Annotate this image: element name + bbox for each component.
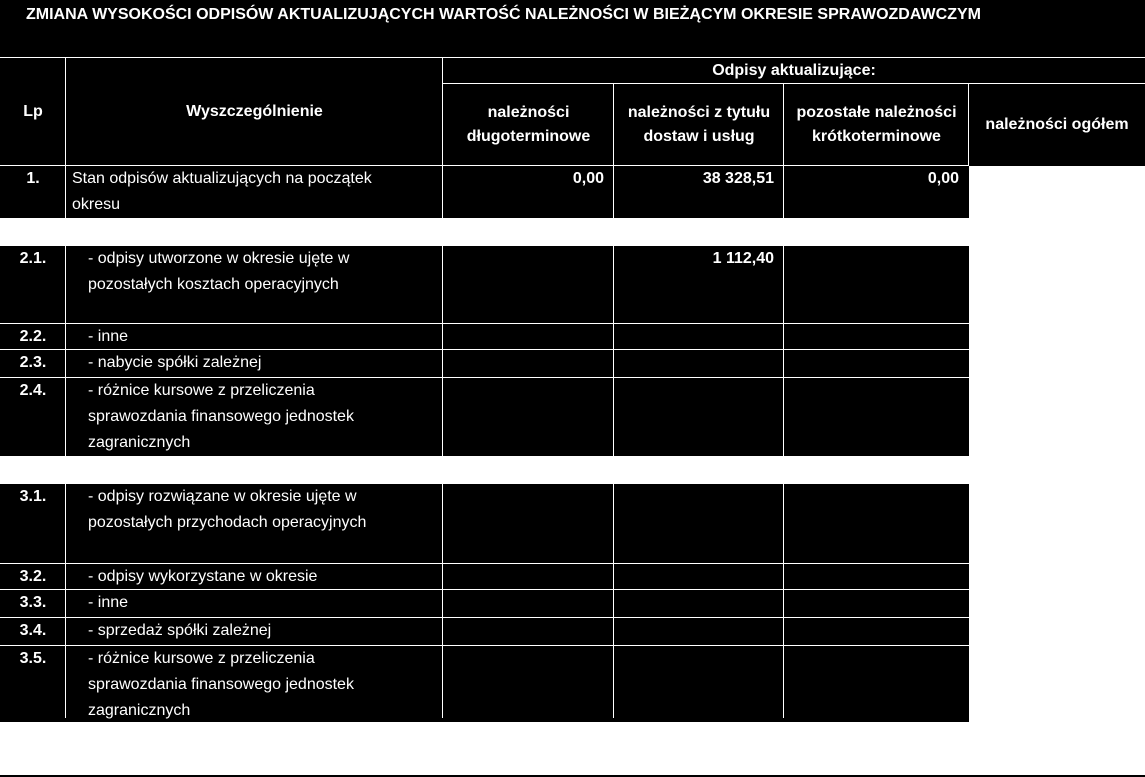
grid-line [613, 84, 614, 718]
header-group: Odpisy aktualizujące: [712, 62, 876, 79]
row-description: Stan odpisów aktualizujących na początek okresu [72, 170, 372, 213]
row-description: - odpisy utworzone w okresie ujęte w pozostałych kosztach operacyjnych [88, 250, 350, 293]
page-title: ZMIANA WYSOKOŚCI ODPISÓW AKTUALIZUJĄCYCH WARTOŚĆ NALEŻNOŚCI W BIEŻĄCYM OKRESIE SPRAWOZDAWCZYM [0, 0, 1145, 58]
row-lp: 1. [26, 170, 40, 187]
grid-line [65, 58, 66, 718]
header-col-longterm: należności długoterminowe [466, 104, 591, 145]
grid-line [0, 645, 969, 646]
row-description: - inne [88, 594, 129, 611]
row-description: - różnice kursowe z przeliczenia sprawozdania finansowego jednostek zagranicznych [88, 650, 354, 719]
grid-line [443, 83, 1145, 84]
grid-line [0, 617, 969, 618]
row-value-longterm [443, 246, 614, 324]
row-description: - odpisy rozwiązane w okresie ujęte w pozostałych przychodach operacyjnych [88, 488, 367, 531]
row-lp: 2.1. [19, 250, 47, 267]
row-lp: 3.3. [19, 594, 47, 611]
grid-line [0, 589, 969, 590]
grid-line [0, 563, 969, 564]
row-description: - nabycie spółki zależnej [88, 354, 262, 371]
row-lp: 2.2. [19, 328, 47, 345]
row-description: - różnice kursowe z przeliczenia sprawozdania finansowego jednostek zagranicznych [88, 382, 354, 451]
grid-line [968, 84, 969, 166]
row-lp: 2.4. [19, 382, 47, 399]
grid-line [442, 58, 443, 718]
header-col-total: należności ogółem [985, 116, 1129, 133]
row-lp: 3.1. [19, 488, 47, 505]
row-lp: 2.3. [19, 354, 47, 371]
header-description: Wyszczególnienie [186, 103, 323, 120]
row-value-trade: 1 112,40 [712, 250, 774, 267]
grid-line [0, 377, 969, 378]
grid-line [0, 323, 969, 324]
row-description: - sprzedaż spółki zależnej [88, 622, 272, 639]
header-col-trade: należności z tytułu dostaw i usług [627, 104, 771, 145]
row-description: - odpisy wykorzystane w okresie [88, 568, 318, 585]
header-lp: Lp [23, 103, 43, 120]
row-lp: 3.4. [19, 622, 47, 639]
row-value-other-shortterm: 0,00 [927, 170, 959, 187]
row-value-longterm: 0,00 [572, 170, 604, 187]
header-col-other-shortterm: pozostałe należności krótkoterminowe [796, 104, 957, 145]
row-lp: 3.2. [19, 568, 47, 585]
row-description: - inne [88, 328, 129, 345]
grid-line [783, 84, 784, 718]
grid-line [0, 349, 969, 350]
row-value-other-shortterm [784, 246, 969, 324]
row-value-trade: 38 328,51 [702, 170, 774, 187]
grid-line [0, 165, 969, 166]
row-lp: 3.5. [19, 650, 47, 667]
